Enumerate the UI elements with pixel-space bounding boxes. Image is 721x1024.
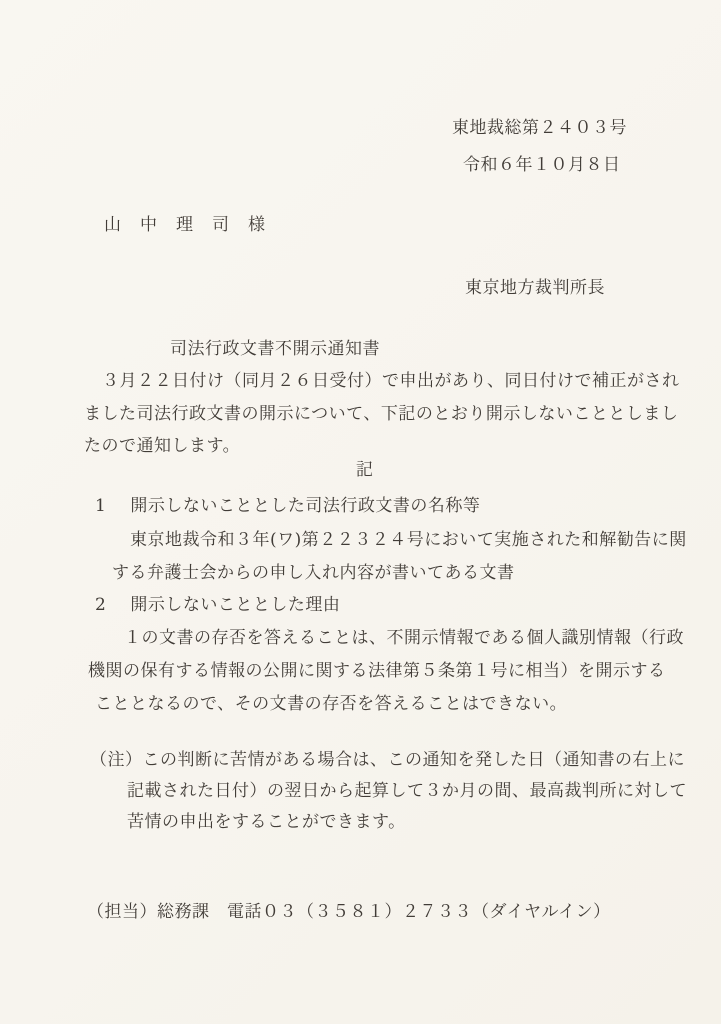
document-title: 司法行政文書不開示通知書 — [170, 339, 380, 359]
intro-paragraph-line: たので通知します。 — [84, 436, 241, 456]
item1-number: 1 — [95, 496, 107, 516]
item1-body-line: 東京地裁令和３年(ワ)第２２３２４号において実施された和解勧告に関 — [130, 530, 687, 550]
item1-heading-line — [95, 498, 480, 515]
sender-title: 東京地方裁判所長 — [465, 278, 605, 298]
issue-date: 令和６年１０月８日 — [463, 155, 621, 175]
item2-body-line: 機関の保有する情報の公開に関する法律第５条第１号に相当）を開示する — [88, 661, 666, 681]
item2-body-line: こととなるので、その文書の存否を答えることはできない。 — [95, 694, 568, 714]
item2-heading-line — [95, 597, 340, 614]
intro-paragraph-line: ました司法行政文書の開示について、下記のとおり開示しないこととしまし — [84, 404, 679, 424]
note-line: （注）この判断に苦情がある場合は、この通知を発した日（通知書の右上に — [90, 750, 685, 770]
item1-heading: 開示しないこととした司法行政文書の名称等 — [130, 496, 481, 516]
addressee-name: 山 中 理 司 様 — [104, 215, 266, 235]
intro-paragraph-line: ３月２２日付け（同月２６日受付）で申出があり、同日付けで補正がされ — [102, 371, 680, 391]
item1-body-line: する弁護士会からの申し入れ内容が書いてある文書 — [112, 563, 515, 583]
note-line: 記載された日付）の翌日から起算して３か月の間、最高裁判所に対して — [127, 781, 687, 801]
record-marker: 記 — [356, 460, 374, 480]
contact-line: （担当）総務課 電話０３（３５８１）２７３３（ダイヤルイン） — [87, 902, 611, 922]
note-line: 苦情の申出をすることができます。 — [127, 812, 406, 832]
document-number: 東地裁総第２４０３号 — [452, 118, 627, 138]
item2-body-line: １の文書の存否を答えることは、不開示情報である個人識別情報（行政 — [124, 628, 684, 648]
item2-number: 2 — [95, 595, 107, 615]
item2-heading: 開示しないこととした理由 — [130, 595, 341, 615]
